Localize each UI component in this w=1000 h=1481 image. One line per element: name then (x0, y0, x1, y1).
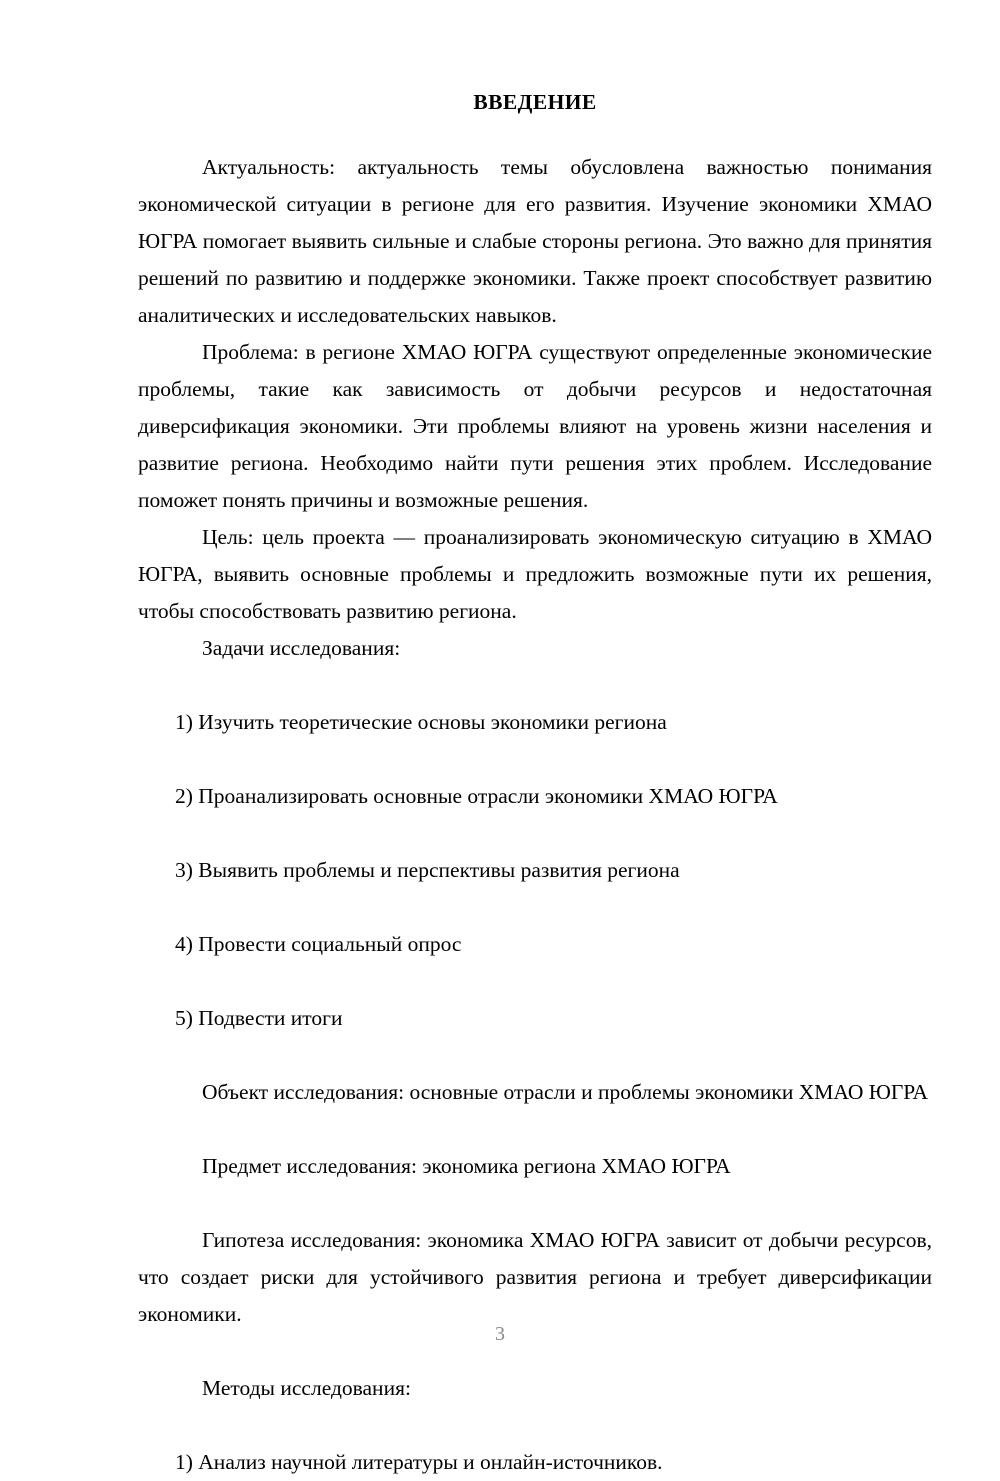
list-item: 2) Проанализировать основные отрасли экономики ХМАО ЮГРА (175, 784, 778, 808)
paragraph-relevance: Актуальность: актуальность темы обусловлена важностью понимания экономической ситуации в регионе для его развития. Изучение экономики ХМАО ЮГРА помогает выявить сильные и слабые стороны региона. Это важно для принятия решений по развитию и поддержке экономики. Также проект способствует развитию аналитических и исследовательских навыков. (138, 155, 932, 327)
paragraph-problem: Проблема: в регионе ХМАО ЮГРА существуют определенные экономические проблемы, такие как зависимость от добычи ресурсов и недостаточная диверсификация экономики. Эти проблемы влияют на уровень жизни населения и развитие региона. Необходимо найти пути решения этих проблем. Исследование поможет понять причины и возможные решения. (138, 340, 932, 512)
list-item: 1) Изучить теоретические основы экономики региона (175, 710, 667, 734)
paragraph-subject: Предмет исследования: экономика региона ХМАО ЮГРА (202, 1154, 731, 1178)
paragraph-hypothesis: Гипотеза исследования: экономика ХМАО ЮГРА зависит от добычи ресурсов, что создает риски для устойчивого развития региона и требует диверсификации экономики. (138, 1228, 932, 1326)
list-item: 3) Выявить проблемы и перспективы развития региона (175, 858, 680, 882)
page-title: ВВЕДЕНИЕ (473, 90, 597, 114)
page-number: 3 (495, 1323, 505, 1345)
section-gap (138, 1185, 932, 1222)
list-item: 1) Анализ научной литературы и онлайн-источников. (175, 1450, 663, 1474)
tasks-spacer-top (138, 667, 932, 704)
methods-label: Методы исследования: (202, 1376, 411, 1400)
paragraph-goal: Цель: цель проекта — проанализировать экономическую ситуацию в ХМАО ЮГРА, выявить основные проблемы и предложить возможные пути их решения, чтобы способствовать развитию региона. (138, 525, 932, 623)
list-item: 4) Провести социальный опрос (175, 932, 462, 956)
list-gap (138, 889, 932, 926)
list-gap (138, 1037, 932, 1074)
section-gap (138, 1111, 932, 1148)
methods-spacer-top (138, 1407, 932, 1444)
list-gap (138, 741, 932, 778)
document-body (138, 84, 932, 1481)
list-item: 5) Подвести итоги (175, 1006, 343, 1030)
list-gap (138, 815, 932, 852)
tasks-label: Задачи исследования: (202, 636, 401, 660)
paragraph-object: Объект исследования: основные отрасли и проблемы экономики ХМАО ЮГРА (202, 1080, 928, 1104)
list-gap (138, 963, 932, 1000)
